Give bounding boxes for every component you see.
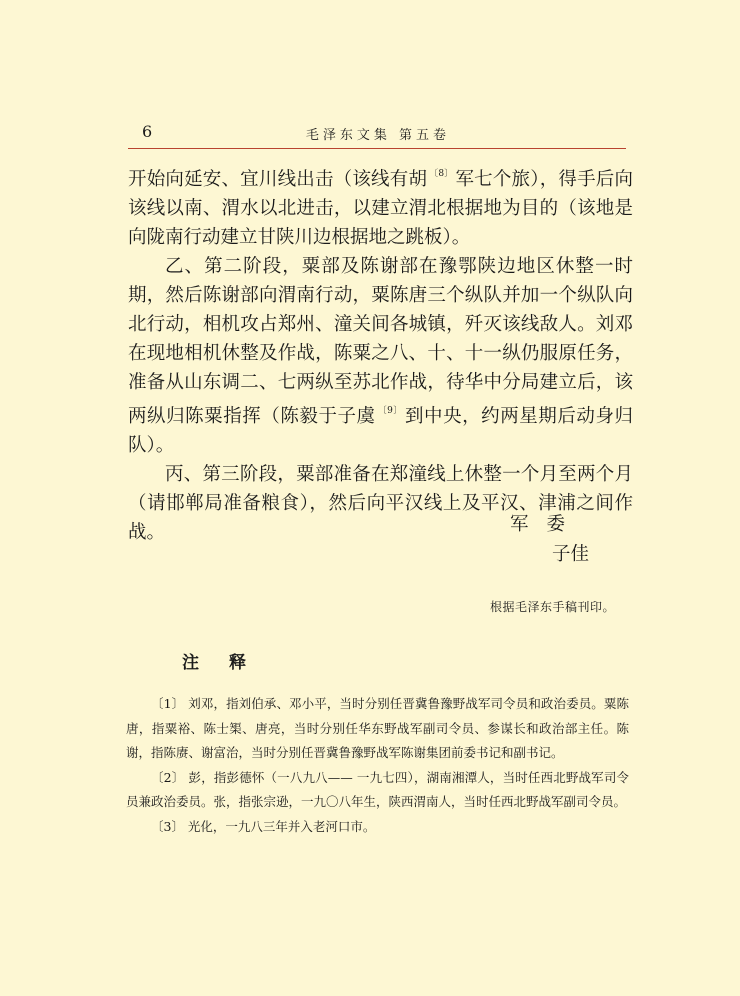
page-number: 6 [142, 122, 153, 141]
footnote-ref-9[interactable]: 〔9〕 [377, 406, 403, 416]
note-item-3: 〔3〕 光化，一九八三年并入老河口市。 [151, 818, 376, 834]
paragraph-2-text-a: 乙、第二阶段，粟部及陈谢部在豫鄂陕边地区休整一时期，然后陈谢部向渭南行动，粟陈唐三个纵队并加一个纵队向北行动，相机攻占郑州、潼关间各城镇，歼灭该线敌人。刘邓在现地相机休整及作战，陈粟之八、十、十一纵仍服原任务，准备从山东调二、七两纵至苏北作战，待华中分局建立后，该两纵归陈粟指挥（陈毅于子虞 [128, 256, 633, 427]
source-note: 根据毛泽东手稿刊印。 [490, 600, 616, 614]
signature-sender: 军委 [510, 514, 584, 535]
main-text [128, 160, 633, 547]
paragraph-1-text-a: 开始向延安、宜川线出击（该线有胡 [128, 169, 428, 190]
note-item-1: 〔1〕 刘邓，指刘伯承、邓小平，当时分别任晋冀鲁豫野战军司令员和政治委员。粟陈唐，指粟裕、陈士榘、唐亮，当时分别任华东野战军副司令员、参谋长和政治部主任。陈谢，指陈赓、谢富治，当时分别任晋冀鲁豫野战军陈谢集团前委书记和副书记。 [126, 696, 629, 760]
notes-title: 注释 [182, 653, 276, 673]
footnote-ref-8[interactable]: 〔8〕 [429, 169, 454, 179]
notes-list [126, 692, 629, 839]
note-item-2: 〔2〕 彭，指彭德怀（一八九八—— 一九七四），湖南湘潭人，当时任西北野战军司令员兼政治委员。张，指张宗逊，一九〇八年生，陕西渭南人，当时任西北野战军副司令员。 [126, 769, 629, 809]
paragraph-2 [128, 252, 633, 460]
signature-date-code: 子佳 [552, 544, 590, 565]
paragraph-3: 丙、第三阶段，粟部准备在郑潼线上休整一个月至两个月（请邯郸局准备粮食），然后向平汉线上及平汉、津浦之间作战。 [128, 464, 633, 543]
paragraph-2-text-b: 到中央，约两星期后动身归队）。 [128, 406, 633, 456]
paragraph-1 [128, 160, 633, 252]
header-rule [128, 148, 626, 149]
running-title: 毛泽东文集 第五卷 [305, 128, 451, 143]
page-header [128, 122, 628, 146]
paragraph-1-text-b: 军七个旅），得手后向该线以南、渭水以北进击，以建立渭北根据地为目的（该地是向陇南行动建立甘陕川边根据地之跳板）。 [128, 169, 633, 248]
